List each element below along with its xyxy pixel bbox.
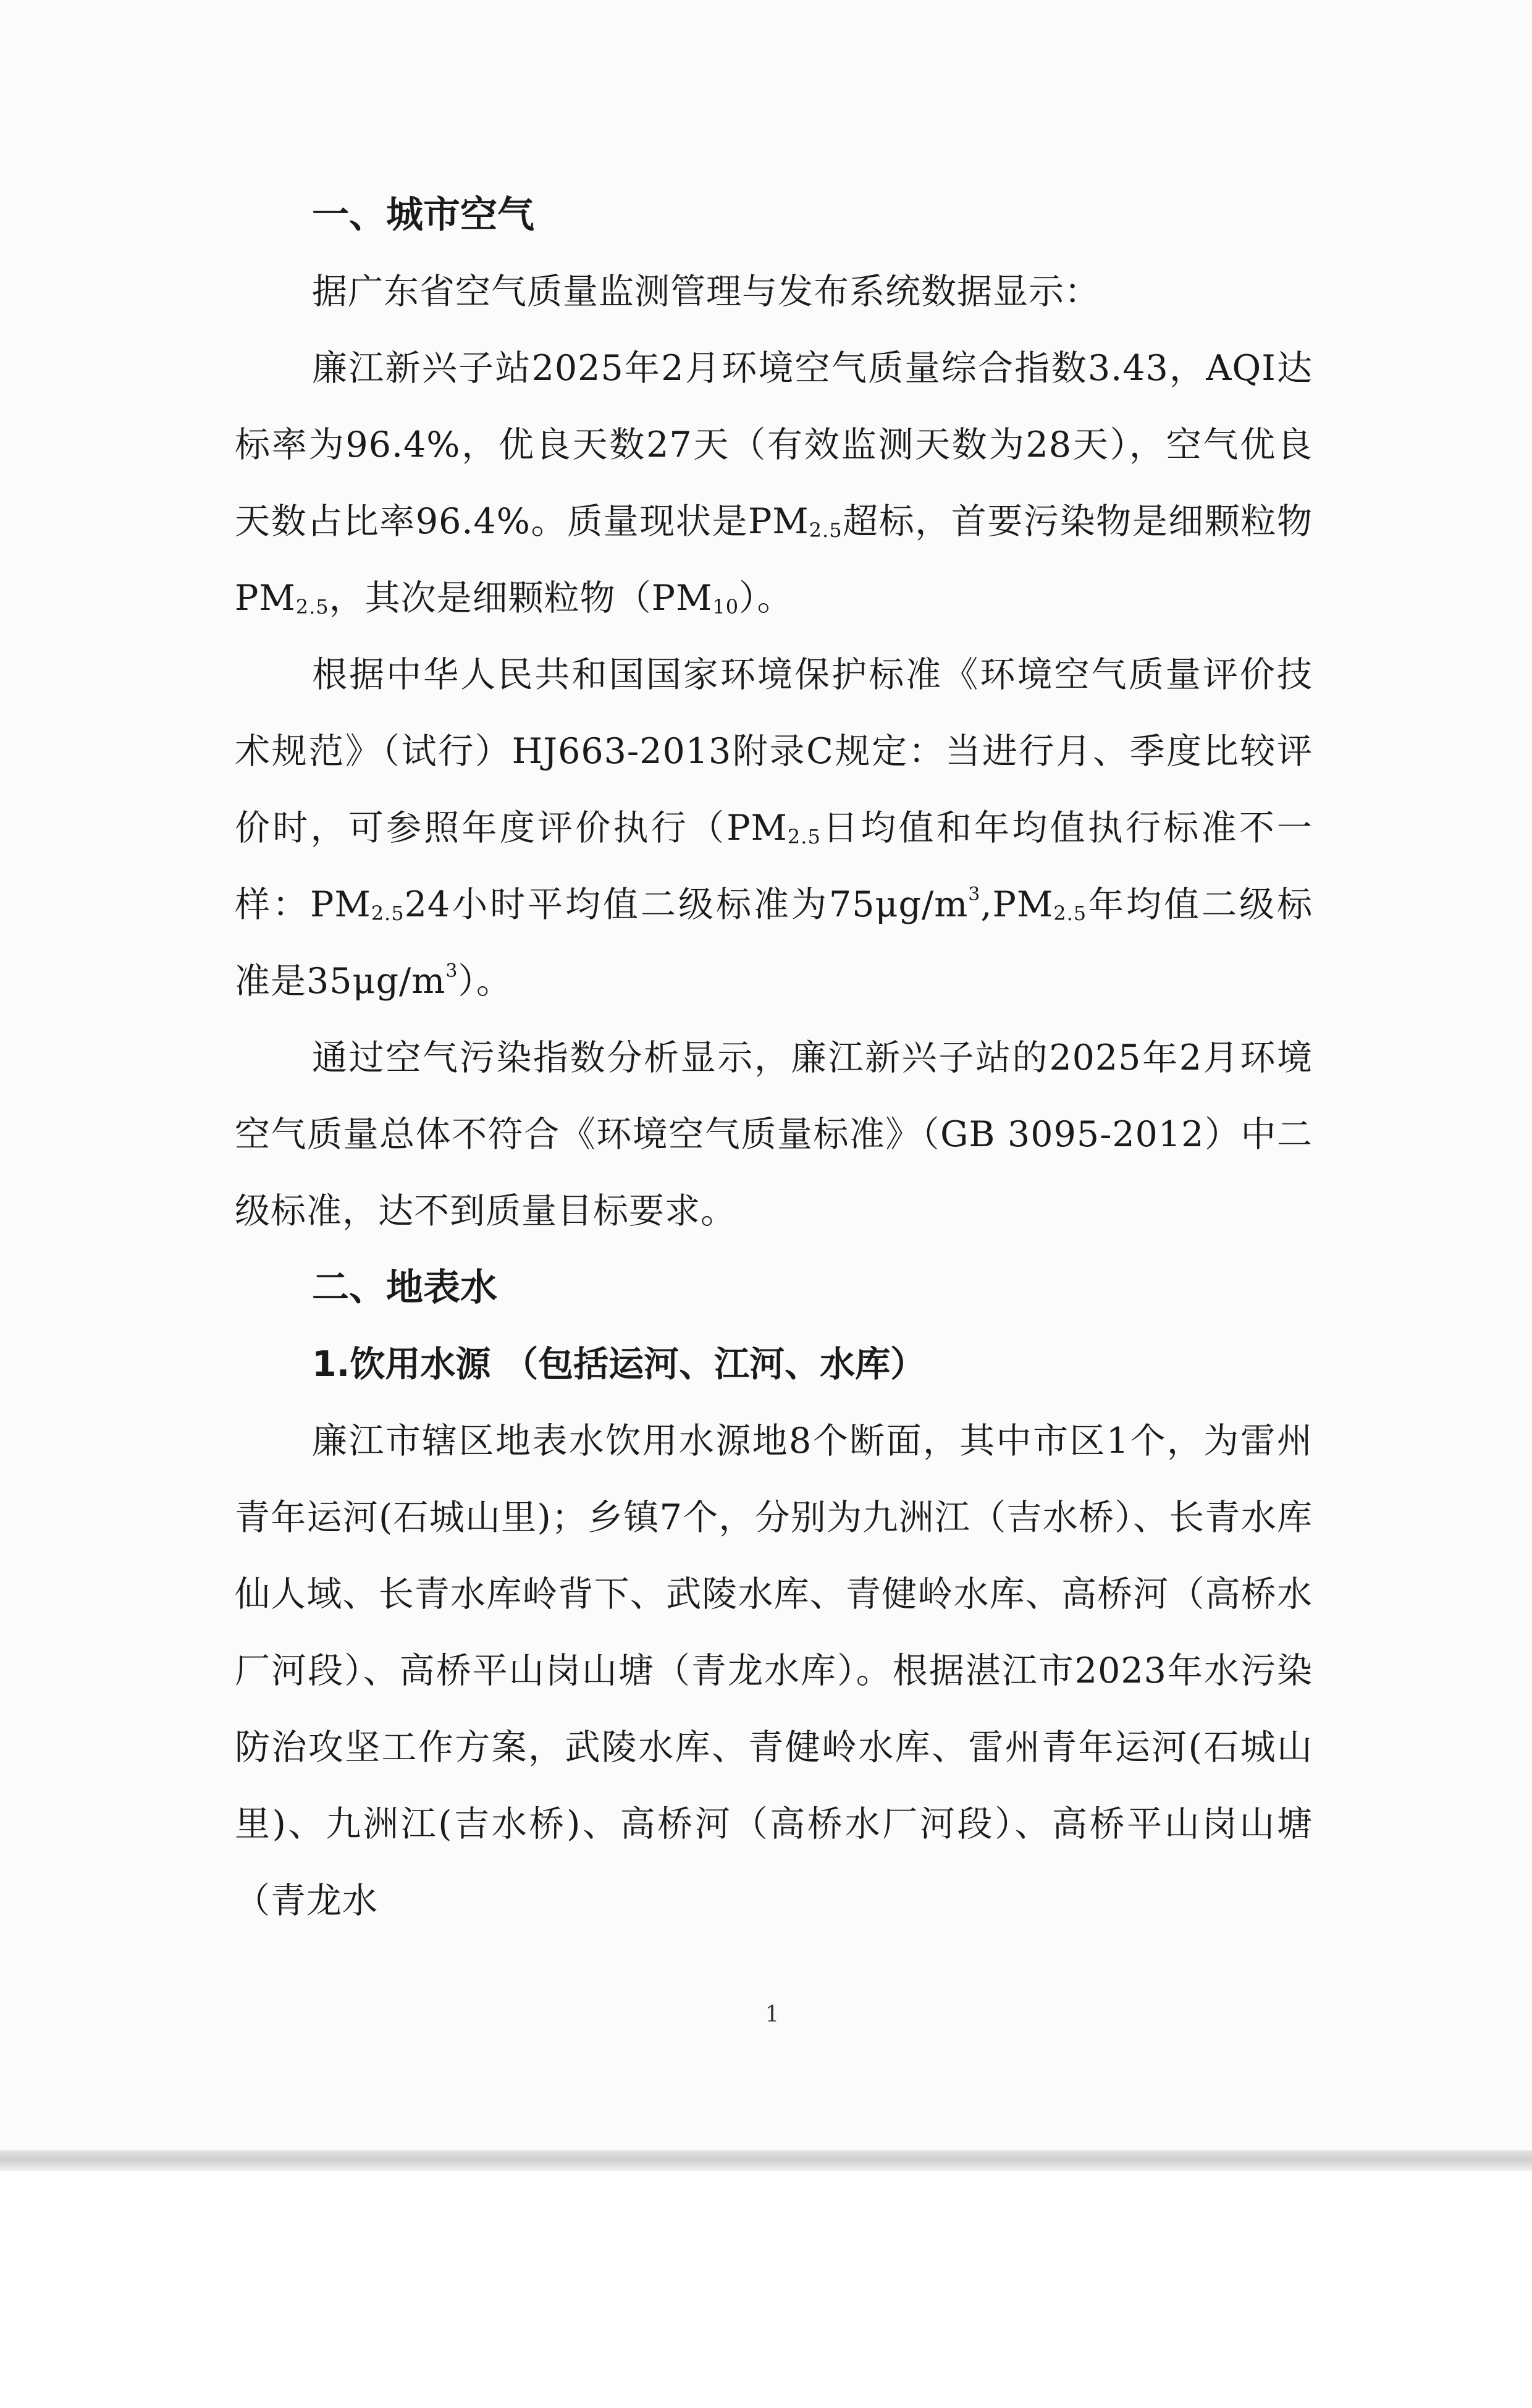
standard-text-4: ,PM (980, 884, 1054, 925)
pm25-subscript: 2.5 (787, 825, 821, 848)
pm25-subscript: 2.5 (809, 518, 843, 542)
paragraph-data-source-text: 据广东省空气质量监测管理与发布系统数据显示： (312, 271, 1100, 312)
cubic-superscript: 3 (445, 960, 458, 982)
pm25-subscript: 2.5 (295, 595, 329, 619)
paragraph-drinking-water-sources (235, 1403, 1313, 1939)
paragraph-conclusion (235, 1020, 1313, 1249)
air-summary-text-3: ，其次是细颗粒物（PM (329, 578, 713, 619)
standard-text-6: ）。 (458, 961, 512, 1002)
standard-text-2: 日均值和年均值执行标准不一样：PM (235, 808, 1313, 925)
paragraph-air-quality-summary (235, 330, 1313, 636)
page-edge-shadow (0, 2150, 1532, 2171)
cubic-superscript: 3 (968, 884, 981, 905)
pm25-subscript: 2.5 (1053, 902, 1087, 925)
air-summary-text-1: 廉江新兴子站2025年2月环境空气质量综合指数3.43，AQI达标率为96.4%，优良天数27天（有效监测天数为28天），空气优良天数占比率96.4%。质量现状是PM (235, 348, 1313, 542)
subsection-heading-drinking-water: 1.饮用水源 （包括运河、江河、水库） (312, 1344, 926, 1385)
standard-text-5: 年均值二级标准是35μg/m (235, 884, 1313, 1002)
section-heading-air: 一、城市空气 (312, 193, 534, 237)
section-heading-surface-water: 二、地表水 (312, 1266, 497, 1309)
standard-text-1: 根据中华人民共和国国家环境保护标准《环境空气质量评价技术规范》（试行）HJ663-2013附录C规定：当进行月、季度比较评价时，可参照年度评价执行（PM (235, 654, 1313, 848)
air-summary-text-2: 超标，首要污染物是细颗粒物PM (235, 501, 1313, 619)
conclusion-text: 通过空气污染指数分析显示，廉江新兴子站的2025年2月环境空气质量总体不符合《环境空气质量标准》（GB 3095-2012）中二级标准，达不到质量目标要求。 (235, 1037, 1313, 1231)
pm10-subscript: 10 (712, 595, 739, 619)
standard-text-3: 24小时平均值二级标准为75μg/m (404, 884, 969, 925)
paragraph-standard-reference (235, 636, 1313, 1020)
document-body (235, 177, 1313, 1939)
pm25-subscript: 2.5 (371, 902, 405, 925)
paragraph-data-source (235, 253, 1313, 330)
air-summary-text-4: ）。 (739, 578, 793, 619)
drinking-water-text: 廉江市辖区地表水饮用水源地8个断面，其中市区1个，为雷州青年运河(石城山里)；乡镇7个，分别为九洲江（吉水桥）、长青水库仙人域、长青水库岭背下、武陵水库、青健岭水库、高桥河（高桥水厂河段）、高桥平山岗山塘（青龙水库）。根据湛江市2023年水污染防治攻坚工作方案，武陵水库、青健岭水库、雷州青年运河(石城山里)、九洲江(吉水桥)、高桥河（高桥水厂河段）、高桥平山岗山塘（青龙水 (235, 1421, 1313, 1921)
page-number: 1 (765, 2002, 780, 2027)
